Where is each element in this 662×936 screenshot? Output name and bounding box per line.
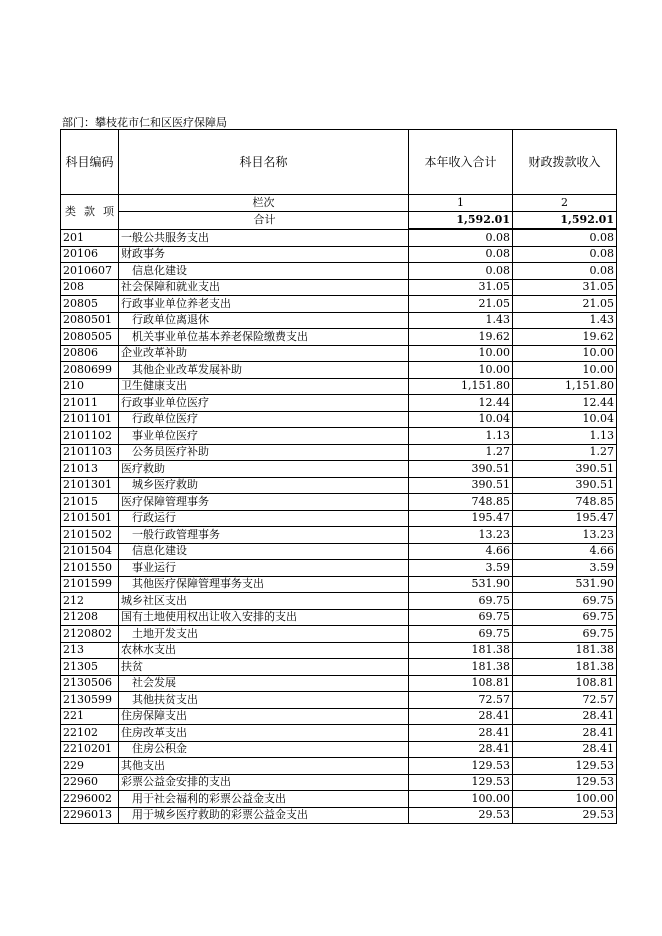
row-name: 其他企业改革发展补助 xyxy=(119,362,409,379)
row-value-1: 390.51 xyxy=(409,461,513,478)
row-code: 20106 xyxy=(61,246,119,263)
row-value-1: 531.90 xyxy=(409,576,513,593)
column-index-label: 栏次 xyxy=(119,195,409,212)
row-value-1: 0.08 xyxy=(409,229,513,246)
row-value-1: 181.38 xyxy=(409,659,513,676)
table-row xyxy=(61,411,617,428)
row-value-2: 390.51 xyxy=(513,477,617,494)
row-value-2: 10.04 xyxy=(513,411,617,428)
table-row xyxy=(61,229,617,246)
kind-section-item-cell xyxy=(61,195,119,230)
table-row xyxy=(61,692,617,709)
row-value-2: 0.08 xyxy=(513,246,617,263)
column-index-2: 2 xyxy=(513,195,617,212)
table-row xyxy=(61,510,617,527)
table-row xyxy=(61,543,617,560)
row-value-1: 390.51 xyxy=(409,477,513,494)
row-value-2: 13.23 xyxy=(513,527,617,544)
row-code: 21208 xyxy=(61,609,119,626)
row-value-1: 129.53 xyxy=(409,758,513,775)
section-label: 款 xyxy=(84,204,95,218)
row-name: 企业改革补助 xyxy=(119,345,409,362)
row-value-2: 129.53 xyxy=(513,758,617,775)
row-name: 行政事业单位医疗 xyxy=(119,395,409,412)
row-value-2: 10.00 xyxy=(513,362,617,379)
row-value-2: 19.62 xyxy=(513,329,617,346)
table-row xyxy=(61,725,617,742)
row-code: 221 xyxy=(61,708,119,725)
row-value-1: 29.53 xyxy=(409,807,513,824)
row-value-2: 195.47 xyxy=(513,510,617,527)
table-row xyxy=(61,791,617,808)
row-name: 信息化建设 xyxy=(119,543,409,560)
row-name: 社会发展 xyxy=(119,675,409,692)
table-row xyxy=(61,428,617,445)
table-row xyxy=(61,279,617,296)
table-row xyxy=(61,708,617,725)
row-value-1: 100.00 xyxy=(409,791,513,808)
row-name: 财政事务 xyxy=(119,246,409,263)
row-value-1: 10.04 xyxy=(409,411,513,428)
table-row xyxy=(61,378,617,395)
table-row xyxy=(61,494,617,511)
row-code: 2101301 xyxy=(61,477,119,494)
row-value-1: 0.08 xyxy=(409,246,513,263)
row-code: 2101502 xyxy=(61,527,119,544)
row-code: 210 xyxy=(61,378,119,395)
row-name: 一般公共服务支出 xyxy=(119,229,409,246)
column-index-1: 1 xyxy=(409,195,513,212)
total-label: 合计 xyxy=(119,212,409,230)
row-code: 2101103 xyxy=(61,444,119,461)
row-value-1: 21.05 xyxy=(409,296,513,313)
table-row xyxy=(61,362,617,379)
row-value-1: 1.43 xyxy=(409,312,513,329)
row-value-2: 108.81 xyxy=(513,675,617,692)
row-code: 2080501 xyxy=(61,312,119,329)
table-row xyxy=(61,296,617,313)
row-name: 机关事业单位基本养老保险缴费支出 xyxy=(119,329,409,346)
table-row xyxy=(61,758,617,775)
row-value-1: 181.38 xyxy=(409,642,513,659)
row-code: 201 xyxy=(61,229,119,246)
row-value-1: 28.41 xyxy=(409,741,513,758)
row-value-2: 1.13 xyxy=(513,428,617,445)
table-row xyxy=(61,807,617,824)
row-value-1: 28.41 xyxy=(409,708,513,725)
row-value-2: 1.43 xyxy=(513,312,617,329)
row-value-1: 108.81 xyxy=(409,675,513,692)
row-value-2: 181.38 xyxy=(513,642,617,659)
table-row xyxy=(61,263,617,280)
row-name: 城乡社区支出 xyxy=(119,593,409,610)
row-name: 行政事业单位养老支出 xyxy=(119,296,409,313)
table-row xyxy=(61,312,617,329)
row-name: 其他扶贫支出 xyxy=(119,692,409,709)
row-name: 住房保障支出 xyxy=(119,708,409,725)
table-row xyxy=(61,741,617,758)
row-value-2: 1,151.80 xyxy=(513,378,617,395)
row-code: 2120802 xyxy=(61,626,119,643)
row-value-1: 1,151.80 xyxy=(409,378,513,395)
row-code: 2210201 xyxy=(61,741,119,758)
row-name: 住房公积金 xyxy=(119,741,409,758)
row-code: 21013 xyxy=(61,461,119,478)
table-row xyxy=(61,395,617,412)
row-code: 20806 xyxy=(61,345,119,362)
column-index-row xyxy=(61,195,617,212)
row-value-1: 69.75 xyxy=(409,609,513,626)
total-row xyxy=(61,212,617,230)
row-name: 社会保障和就业支出 xyxy=(119,279,409,296)
row-value-2: 4.66 xyxy=(513,543,617,560)
row-name: 事业单位医疗 xyxy=(119,428,409,445)
row-code: 2296002 xyxy=(61,791,119,808)
header-code: 科目编码 xyxy=(61,130,119,195)
row-value-1: 72.57 xyxy=(409,692,513,709)
row-code: 2101102 xyxy=(61,428,119,445)
row-value-2: 69.75 xyxy=(513,609,617,626)
row-value-2: 531.90 xyxy=(513,576,617,593)
row-value-1: 1.27 xyxy=(409,444,513,461)
table-row xyxy=(61,246,617,263)
row-name: 行政单位离退休 xyxy=(119,312,409,329)
row-code: 21011 xyxy=(61,395,119,412)
row-code: 2101101 xyxy=(61,411,119,428)
row-name: 行政运行 xyxy=(119,510,409,527)
table-row xyxy=(61,675,617,692)
row-name: 住房改革支出 xyxy=(119,725,409,742)
row-code: 20805 xyxy=(61,296,119,313)
table-row xyxy=(61,345,617,362)
row-name: 土地开发支出 xyxy=(119,626,409,643)
row-code: 2010607 xyxy=(61,263,119,280)
department-label: 部门：攀枝花市仁和区医疗保障局 xyxy=(62,116,227,129)
row-value-2: 748.85 xyxy=(513,494,617,511)
row-value-1: 129.53 xyxy=(409,774,513,791)
row-value-1: 19.62 xyxy=(409,329,513,346)
row-code: 2101550 xyxy=(61,560,119,577)
table-row xyxy=(61,626,617,643)
row-name: 卫生健康支出 xyxy=(119,378,409,395)
row-value-2: 21.05 xyxy=(513,296,617,313)
row-value-2: 29.53 xyxy=(513,807,617,824)
row-code: 2296013 xyxy=(61,807,119,824)
table-row xyxy=(61,461,617,478)
row-value-1: 10.00 xyxy=(409,345,513,362)
row-code: 22102 xyxy=(61,725,119,742)
table-row xyxy=(61,329,617,346)
row-name: 其他支出 xyxy=(119,758,409,775)
row-code: 21305 xyxy=(61,659,119,676)
row-code: 2130506 xyxy=(61,675,119,692)
row-code: 208 xyxy=(61,279,119,296)
row-value-2: 31.05 xyxy=(513,279,617,296)
table-row xyxy=(61,593,617,610)
kind-label: 类 xyxy=(65,204,76,218)
row-value-1: 3.59 xyxy=(409,560,513,577)
row-value-2: 69.75 xyxy=(513,593,617,610)
row-value-1: 13.23 xyxy=(409,527,513,544)
row-name: 国有土地使用权出让收入安排的支出 xyxy=(119,609,409,626)
row-name: 公务员医疗补助 xyxy=(119,444,409,461)
item-label: 项 xyxy=(103,204,114,218)
table-row xyxy=(61,560,617,577)
row-code: 21015 xyxy=(61,494,119,511)
row-name: 事业运行 xyxy=(119,560,409,577)
table-row xyxy=(61,444,617,461)
row-value-2: 181.38 xyxy=(513,659,617,676)
row-value-2: 69.75 xyxy=(513,626,617,643)
row-value-1: 69.75 xyxy=(409,593,513,610)
row-code: 2101599 xyxy=(61,576,119,593)
total-value-2: 1,592.01 xyxy=(513,212,617,230)
table-row xyxy=(61,659,617,676)
row-value-2: 390.51 xyxy=(513,461,617,478)
row-value-1: 0.08 xyxy=(409,263,513,280)
row-value-2: 28.41 xyxy=(513,708,617,725)
row-name: 用于社会福利的彩票公益金支出 xyxy=(119,791,409,808)
row-name: 其他医疗保障管理事务支出 xyxy=(119,576,409,593)
row-name: 医疗保障管理事务 xyxy=(119,494,409,511)
row-name: 扶贫 xyxy=(119,659,409,676)
row-code: 2101504 xyxy=(61,543,119,560)
header-name: 科目名称 xyxy=(119,130,409,195)
row-value-1: 31.05 xyxy=(409,279,513,296)
row-value-1: 28.41 xyxy=(409,725,513,742)
row-value-2: 28.41 xyxy=(513,725,617,742)
row-value-2: 1.27 xyxy=(513,444,617,461)
row-name: 医疗救助 xyxy=(119,461,409,478)
row-value-1: 12.44 xyxy=(409,395,513,412)
row-value-2: 0.08 xyxy=(513,229,617,246)
row-value-1: 1.13 xyxy=(409,428,513,445)
row-code: 213 xyxy=(61,642,119,659)
row-value-2: 72.57 xyxy=(513,692,617,709)
row-name: 信息化建设 xyxy=(119,263,409,280)
row-name: 用于城乡医疗救助的彩票公益金支出 xyxy=(119,807,409,824)
row-code: 229 xyxy=(61,758,119,775)
table-row xyxy=(61,609,617,626)
row-value-1: 69.75 xyxy=(409,626,513,643)
row-name: 一般行政管理事务 xyxy=(119,527,409,544)
budget-table xyxy=(60,129,617,824)
table-row xyxy=(61,477,617,494)
row-value-1: 195.47 xyxy=(409,510,513,527)
row-value-2: 129.53 xyxy=(513,774,617,791)
row-name: 农林水支出 xyxy=(119,642,409,659)
table-row xyxy=(61,642,617,659)
header-fiscal-income: 财政拨款收入 xyxy=(513,130,617,195)
table-row xyxy=(61,774,617,791)
row-value-2: 3.59 xyxy=(513,560,617,577)
row-code: 212 xyxy=(61,593,119,610)
row-code: 2080505 xyxy=(61,329,119,346)
row-value-1: 4.66 xyxy=(409,543,513,560)
row-code: 2080699 xyxy=(61,362,119,379)
table-row xyxy=(61,576,617,593)
row-value-1: 748.85 xyxy=(409,494,513,511)
row-value-2: 28.41 xyxy=(513,741,617,758)
row-name: 行政单位医疗 xyxy=(119,411,409,428)
total-value-1: 1,592.01 xyxy=(409,212,513,230)
table-row xyxy=(61,527,617,544)
row-name: 彩票公益金安排的支出 xyxy=(119,774,409,791)
row-value-2: 12.44 xyxy=(513,395,617,412)
row-value-2: 0.08 xyxy=(513,263,617,280)
row-value-1: 10.00 xyxy=(409,362,513,379)
row-value-2: 100.00 xyxy=(513,791,617,808)
row-code: 2101501 xyxy=(61,510,119,527)
row-value-2: 10.00 xyxy=(513,345,617,362)
table-header-row xyxy=(61,130,617,195)
row-code: 2130599 xyxy=(61,692,119,709)
row-code: 22960 xyxy=(61,774,119,791)
header-total-income: 本年收入合计 xyxy=(409,130,513,195)
row-name: 城乡医疗救助 xyxy=(119,477,409,494)
